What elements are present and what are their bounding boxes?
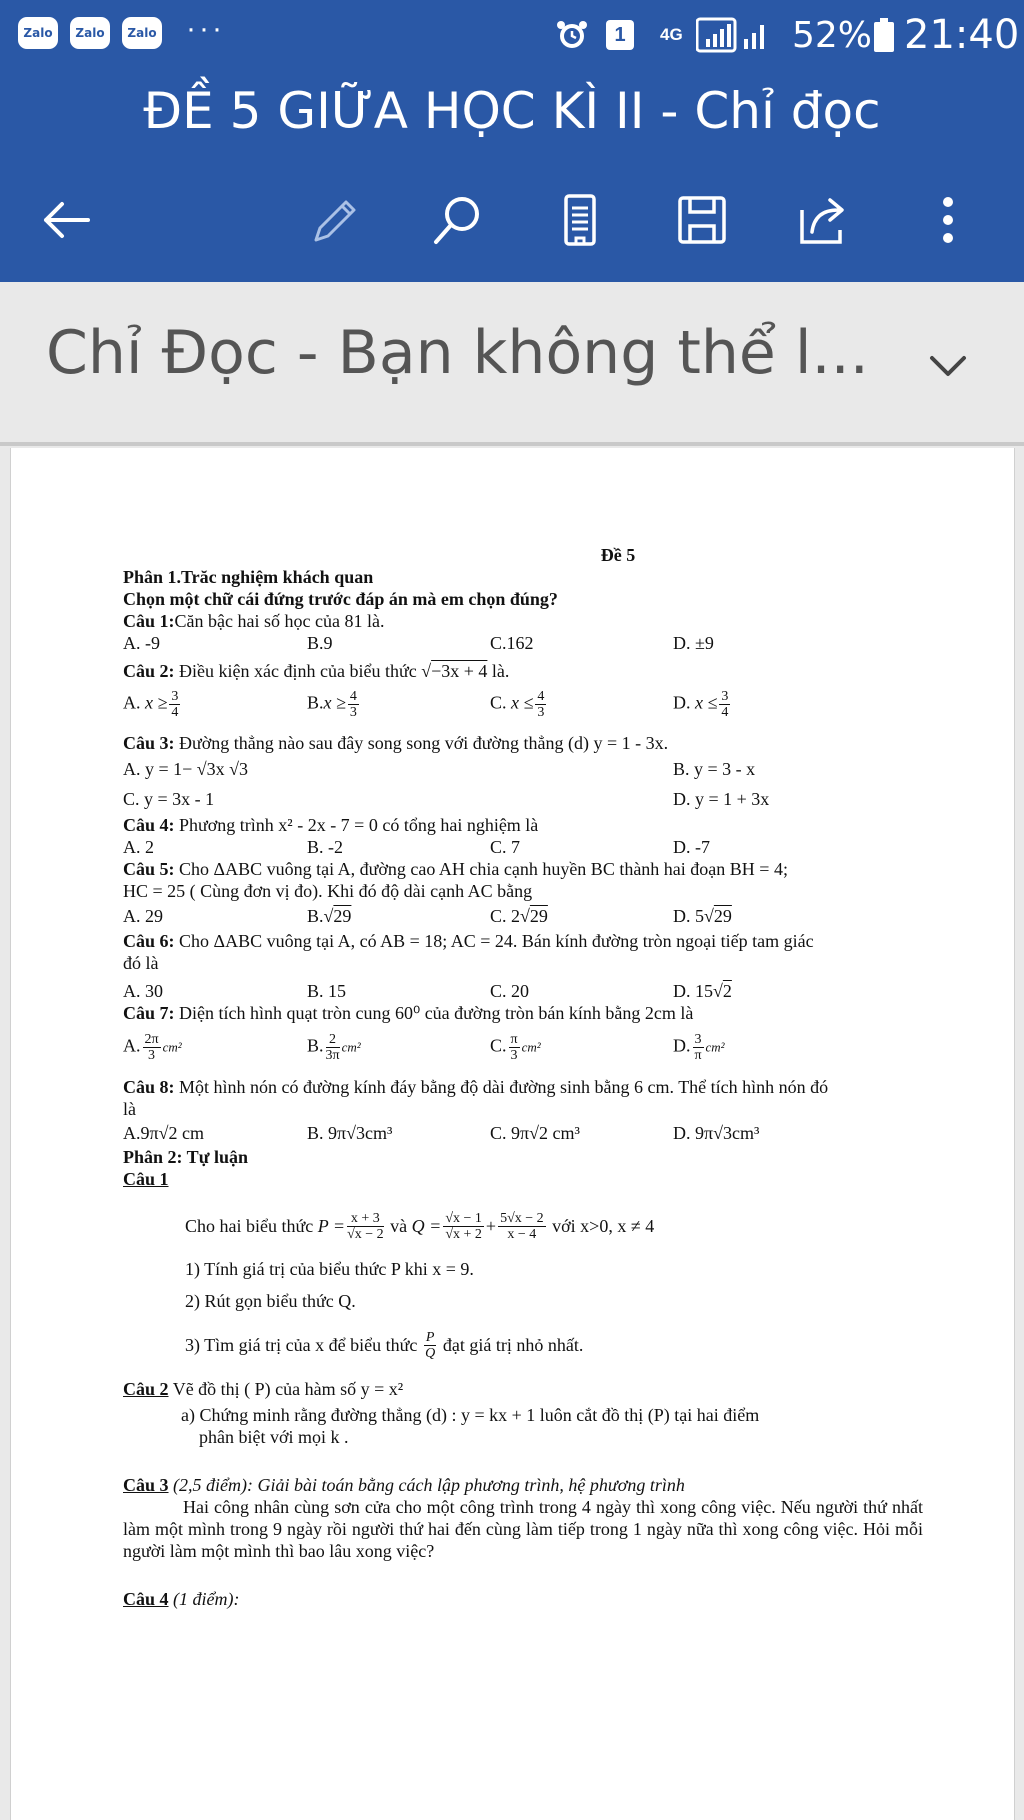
essay-q3: Câu 3 (2,5 điểm): Giải bài toán bằng cách lập phương trình, hệ phương trình [123,1475,685,1495]
question-5: Câu 5: Cho ΔABC vuông tại A, đường cao AH chia cạnh huyền BC thành hai đoạn BH = 4; [123,859,788,879]
question-8-cont: là [123,1099,136,1119]
q2-options: A. x ≥ $\frac{3}{4}$ B.x ≥ $\frac{4}{3}$ C. x ≤ $\frac{4}{3}$ D. x ≤ $\frac{3}{4}$ [123,688,729,720]
q8-options: A.9π√2 cm B. 9π√3cm³ C. 9π√2 cm³ D. 9π√3cm³ [123,1123,760,1143]
essay-q2: Câu 2 Vẽ đồ thị ( P) của hàm số y = x² [123,1379,404,1399]
search-icon[interactable] [418,180,498,260]
essay-q2-part-a-cont: phân biệt với mọi k . [199,1427,349,1447]
essay-q1-item-3: 3) Tìm giá trị của x để biểu thức $\frac{P}{Q}$ đạt giá trị nhỏ nhất. [185,1329,584,1361]
document-content [123,544,923,1610]
question-3: Câu 3: Đường thẳng nào sau đây song song với đường thẳng (d) y = 1 - 3x. [123,733,669,753]
more-notifications: ··· [186,12,225,45]
q5-options: A. 29 B.√29 C. 2√29 D. 5√29 [123,906,732,926]
question-2: Câu 2: Điều kiện xác định của biểu thức √−3x + 4 là. [123,661,510,681]
battery-icon [872,18,896,52]
essay-q1-label: Câu 1 [123,1169,169,1189]
essay-q2-part-a: a) Chứng minh rằng đường thẳng (d) : y = kx + 1 luôn cắt đồ thị (P) tại hai điểm [181,1405,760,1425]
q7-options: A. $\frac{2\pi}{3}$ cm² B. $\frac{2}{3\pi}$ cm² C. $\frac{\pi}{3}$ cm² D. $\frac{3}{\pi}$ cm² [123,1031,725,1063]
question-7: Câu 7: Diện tích hình quạt tròn cung 60⁰ của đường tròn bán kính bằng 2cm là [123,1003,694,1023]
toolbar [0,180,1024,260]
share-icon[interactable] [784,180,864,260]
save-icon[interactable] [662,180,742,260]
question-5-cont: HC = 25 ( Cùng đơn vị đo). Khi đó độ dài cạnh AC bằng [123,881,533,901]
battery-percent: 52% [792,14,873,56]
reading-view-icon[interactable] [540,180,620,260]
q6-options: A. 30 B. 15 C. 20 D. 15√2 [123,981,732,1001]
q3-options-ab: A. y = 1− √3x √3 B. y = 3 - x [123,759,756,779]
q4-options: A. 2 B. -2 C. 7 D. -7 [123,837,710,857]
essay-q1-expressions: Cho hai biểu thức P = $\frac{x + 3}{√x - 2}$ và Q = $\frac{√x - 1}{√x + 2}$ + $\frac{5√x - 2}{x - 4}$ với x>0, x ≠ 4 [185,1210,655,1242]
question-8: Câu 8: Một hình nón có đường kính đáy bằng độ dài đường sinh bằng 6 cm. Thể tích hình nón đó [123,1077,829,1097]
status-bar [0,0,1024,72]
read-only-message: Chỉ Đọc - Bạn không thể l... [46,318,869,388]
document-page[interactable] [10,448,1015,1820]
part2-title: Phân 2: Tự luận [123,1147,249,1167]
essay-q1-item-2: 2) Rút gọn biểu thức Q. [185,1291,356,1311]
pencil-icon[interactable] [296,180,376,260]
sim-badge: 1 [606,20,634,50]
essay-q3-body: Hai công nhân cùng sơn cửa cho một công trình trong 4 ngày thì xong công việc. Nếu người thứ nhất làm một mình trong 9 ngày rồi người thứ hai đến cùng làm tiếp trong 1 ngày nữa thì xong công việc. Hỏi mỗi người làm một mình thì bao lâu xong việc? [123,1497,923,1561]
doc-heading: Đề 5 [600,545,636,565]
zalo-icon: Zalo [122,17,162,49]
document-title: ĐỀ 5 GIỮA HỌC KÌ II - Chỉ đọc [143,82,881,140]
essay-q4: Câu 4 (1 điểm): [123,1589,240,1609]
back-arrow-icon[interactable] [26,180,106,260]
zalo-icon: Zalo [70,17,110,49]
clock: 21:40 [904,12,1020,58]
alarm-icon [554,18,590,52]
divider [0,442,1024,446]
question-1: Câu 1:Căn bậc hai số học của 81 là. [123,611,385,631]
more-vertical-icon[interactable] [908,180,988,260]
question-6: Câu 6: Cho ΔABC vuông tại A, có AB = 18; AC = 24. Bán kính đường tròn ngoại tiếp tam giác [123,931,814,951]
network-type: 4G [660,25,683,44]
read-only-banner[interactable] [0,282,1024,442]
app-bar [0,0,1024,282]
question-4: Câu 4: Phương trình x² - 2x - 7 = 0 có tổng hai nghiệm là [123,815,539,835]
question-6-cont: đó là [123,953,159,973]
chevron-down-icon[interactable] [920,338,976,394]
signal-icon [696,18,776,52]
essay-q1-item-1: 1) Tính giá trị của biểu thức P khi x = 9. [185,1259,474,1279]
instruction: Chọn một chữ cái đứng trước đáp án mà em chọn đúng? [123,589,558,609]
part1-title: Phân 1.Trăc nghiệm khách quan [123,567,374,587]
q3-options-cd: C. y = 3x - 1 D. y = 1 + 3x [123,789,770,809]
zalo-icon: Zalo [18,17,58,49]
q1-options: A. -9 B.9 C.162 D. ±9 [123,633,714,653]
